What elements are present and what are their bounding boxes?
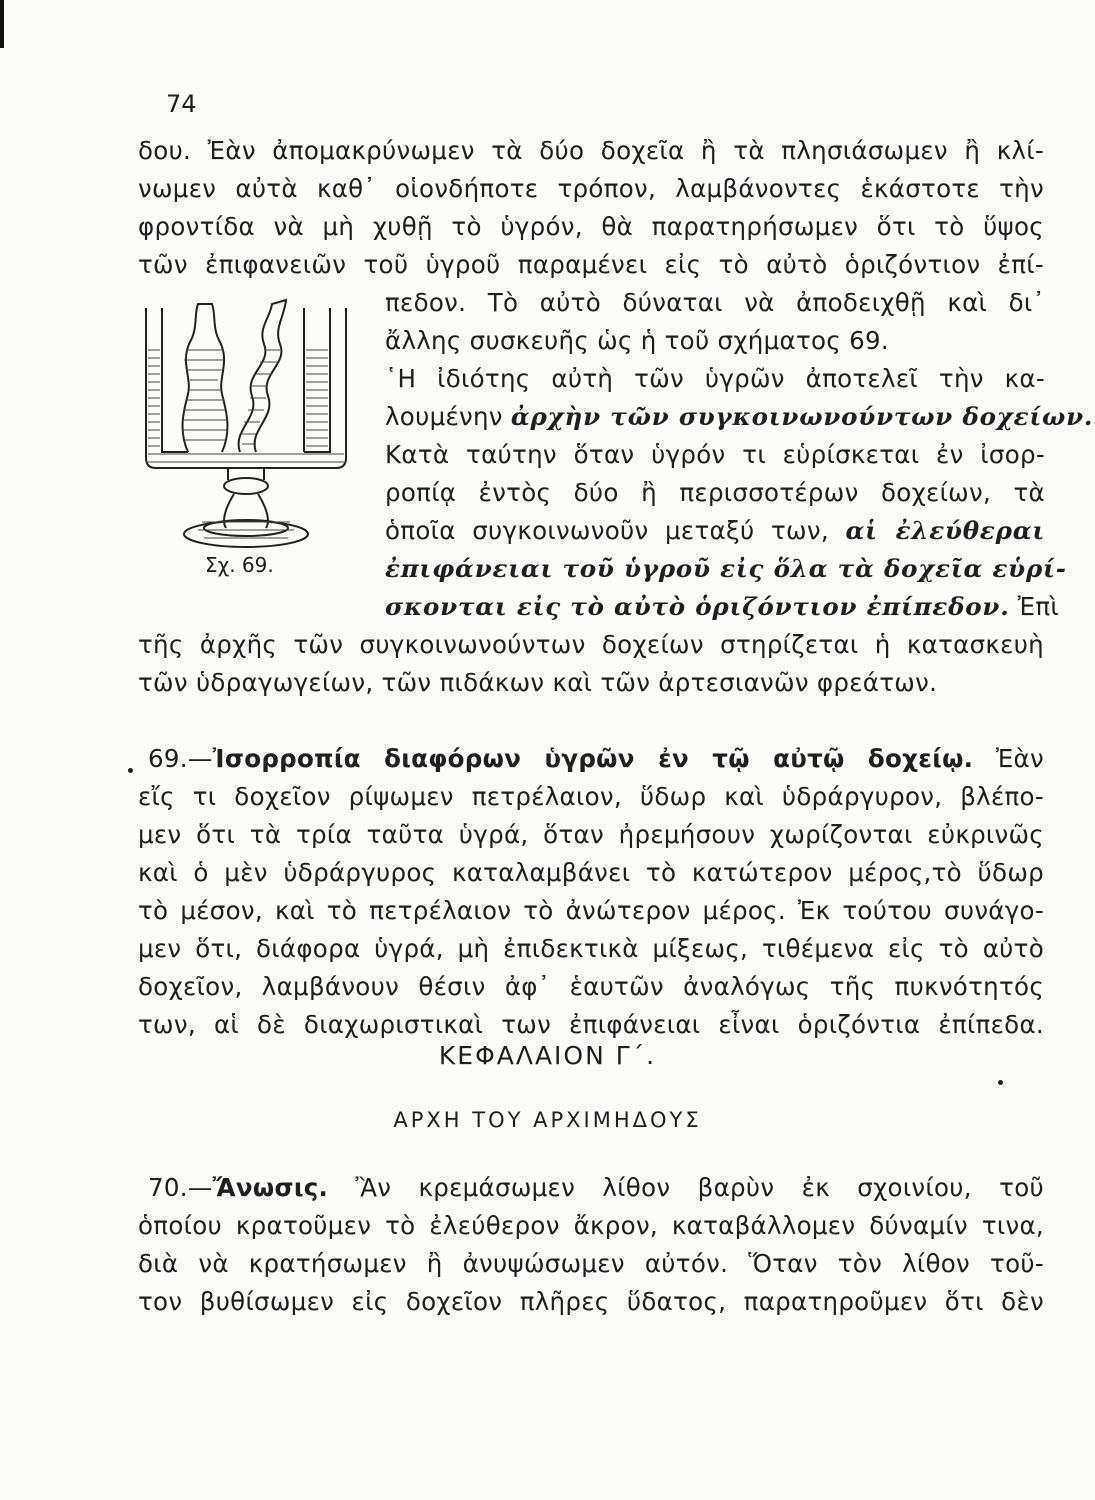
paragraph-line: τον βυθίσωμεν εἰς δοχεῖον πλῆρες ὕδατος, παρατηροῦμεν ὅτι δὲν [138, 1287, 1044, 1316]
paragraph-line: εἴς τι δοχεῖον ρίψωμεν πετρέλαιον, ὕδωρ καὶ ὑδράργυρον, βλέπο- [138, 782, 1044, 811]
paragraph-line: δοχεῖον, λαμβάνουν θέσιν ἀφ᾽ ἑαυτῶν ἀναλόγως τῆς πυκνότητός [138, 972, 1044, 1001]
paragraph-line: ροπίᾳ ἐντὸς δύο ἢ περισσοτέρων δοχείων, τὰ [385, 478, 1045, 507]
section-69-title-line: 69.—Ἰσορροπία διαφόρων ὑγρῶν ἐν τῷ αὐτῷ δοχείῳ. Ἐὰν [148, 744, 1044, 773]
paragraph-line: διὰ νὰ κρατήσωμεν ἢ ἀνυψώσωμεν αὐτόν. Ὅταν τὸν λίθον τοῦ- [138, 1249, 1044, 1278]
section-70-title-line: 70.—Ἄνωσις. Ἂν κρεμάσωμεν λίθον βαρὺν ἐκ σχοινίου, τοῦ [148, 1173, 1044, 1202]
paragraph-line: ὁποῖα συγκοινωνοῦν μεταξύ των, αἱ ἐλεύθεραι [385, 516, 1045, 545]
paragraph-line: καὶ ὁ μὲν ὑδράργυρος καταλαμβάνει τὸ κατώτερον μέρος,τὸ ὕδωρ [138, 858, 1044, 887]
section-69-title: Ἰσορροπία διαφόρων ὑγρῶν ἐν τῷ αὐτῷ δοχείῳ. [212, 744, 974, 773]
emphasis-text: σκονται εἰς τὸ αὐτὸ ὁριζόντιον ἐπίπεδον. [385, 592, 1010, 621]
communicating-vessels-figure [132, 290, 360, 555]
paragraph-line: σκονται εἰς τὸ αὐτὸ ὁριζόντιον ἐπίπεδον. Ἐπὶ [385, 592, 1059, 621]
paragraph-line: ὁποίου κρατοῦμεν τὸ ἐλεύθερον ἄκρον, καταβάλλομεν δύναμίν τινα, [138, 1211, 1044, 1240]
paragraph-line: μεν ὅτι, διάφορα ὑγρά, μὴ ἐπιδεκτικὰ μίξεως, τιθέμενα εἰς τὸ αὐτὸ [138, 934, 1044, 963]
paragraph-line: τῆς ἀρχῆς τῶν συγκοινωνούντων δοχείων στηρίζεται ἡ κατασκευὴ [138, 630, 1044, 659]
paragraph-line: λουμένην ἀρχὴν τῶν συγκοινωνούντων δοχείων. [385, 402, 1094, 431]
emphasis-text: αἱ ἐλεύθεραι [845, 516, 1045, 545]
paragraph-line: νωμεν αὐτὰ καθ᾽ οἱονδήποτε τρόπον, λαμβάνοντες ἑκάστοτε τὴν [138, 174, 1044, 203]
emphasis-line: ἐπιφάνειαι τοῦ ὑγροῦ εἰς ὅλα τὰ δοχεῖα εὑρί- [385, 554, 1067, 583]
section-70-title: Ἄνωσις. [212, 1173, 329, 1202]
figure-caption: Σχ. 69. [205, 553, 274, 577]
paragraph-line: μεν ὅτι τὰ τρία ταῦτα ὑγρά, ὅταν ἠρεμήσουν χωρίζονται εὐκρινῶς [138, 820, 1044, 849]
paragraph-line: δου. Ἐὰν ἀπομακρύνωμεν τὰ δύο δοχεῖα ἢ τὰ πλησιάσωμεν ἢ κλί- [138, 136, 1044, 165]
paragraph-line: ῾Η ἰδιότης αὐτὴ τῶν ὑγρῶν ἀποτελεῖ τὴν κα- [385, 364, 1045, 393]
paragraph-line: φροντίδα νὰ μὴ χυθῇ τὸ ὑγρόν, θὰ παρατηρήσωμεν ὅτι τὸ ὕψος [138, 212, 1044, 241]
scan-speck [998, 1080, 1003, 1085]
scan-edge-mark [0, 0, 4, 48]
paragraph-line: τῶν ἐπιφανειῶν τοῦ ὑγροῦ παραμένει εἰς τὸ αὐτὸ ὁριζόντιον ἐπί- [138, 250, 1044, 279]
paragraph-line: ἄλλης συσκευῆς ὡς ἡ τοῦ σχήματος 69. [385, 326, 889, 355]
scan-speck [128, 768, 133, 773]
paragraph-line: των, αἱ δὲ διαχωριστικαὶ των ἐπιφάνειαι εἶναι ὁριζόντια ἐπίπεδα. [138, 1010, 1044, 1039]
paragraph-line: τῶν ὑδραγωγείων, τῶν πιδάκων καὶ τῶν ἀρτεσιανῶν φρεάτων. [138, 668, 938, 697]
chapter-heading: ΚΕΦΑΛΑΙΟΝ Γ΄. [438, 1041, 657, 1070]
paragraph-line: τὸ μέσον, καὶ τὸ πετρέλαιον τὸ ἀνώτερον μέρος. Ἐκ τούτου συνάγο- [138, 896, 1044, 925]
emphasis-principle: ἀρχὴν τῶν συγκοινωνούντων δοχείων. [510, 402, 1094, 431]
page-number: 74 [166, 90, 197, 118]
paragraph-line: πεδον. Τὸ αὐτὸ δύναται νὰ ἀποδειχθῇ καὶ δι᾽ [385, 288, 1045, 317]
section-heading: ΑΡΧΗ ΤΟΥ ΑΡΧΙΜΗΔΟΥΣ [393, 1108, 702, 1132]
paragraph-line: Κατὰ ταύτην ὅταν ὑγρόν τι εὑρίσκεται ἐν ἰσορ- [385, 440, 1045, 469]
